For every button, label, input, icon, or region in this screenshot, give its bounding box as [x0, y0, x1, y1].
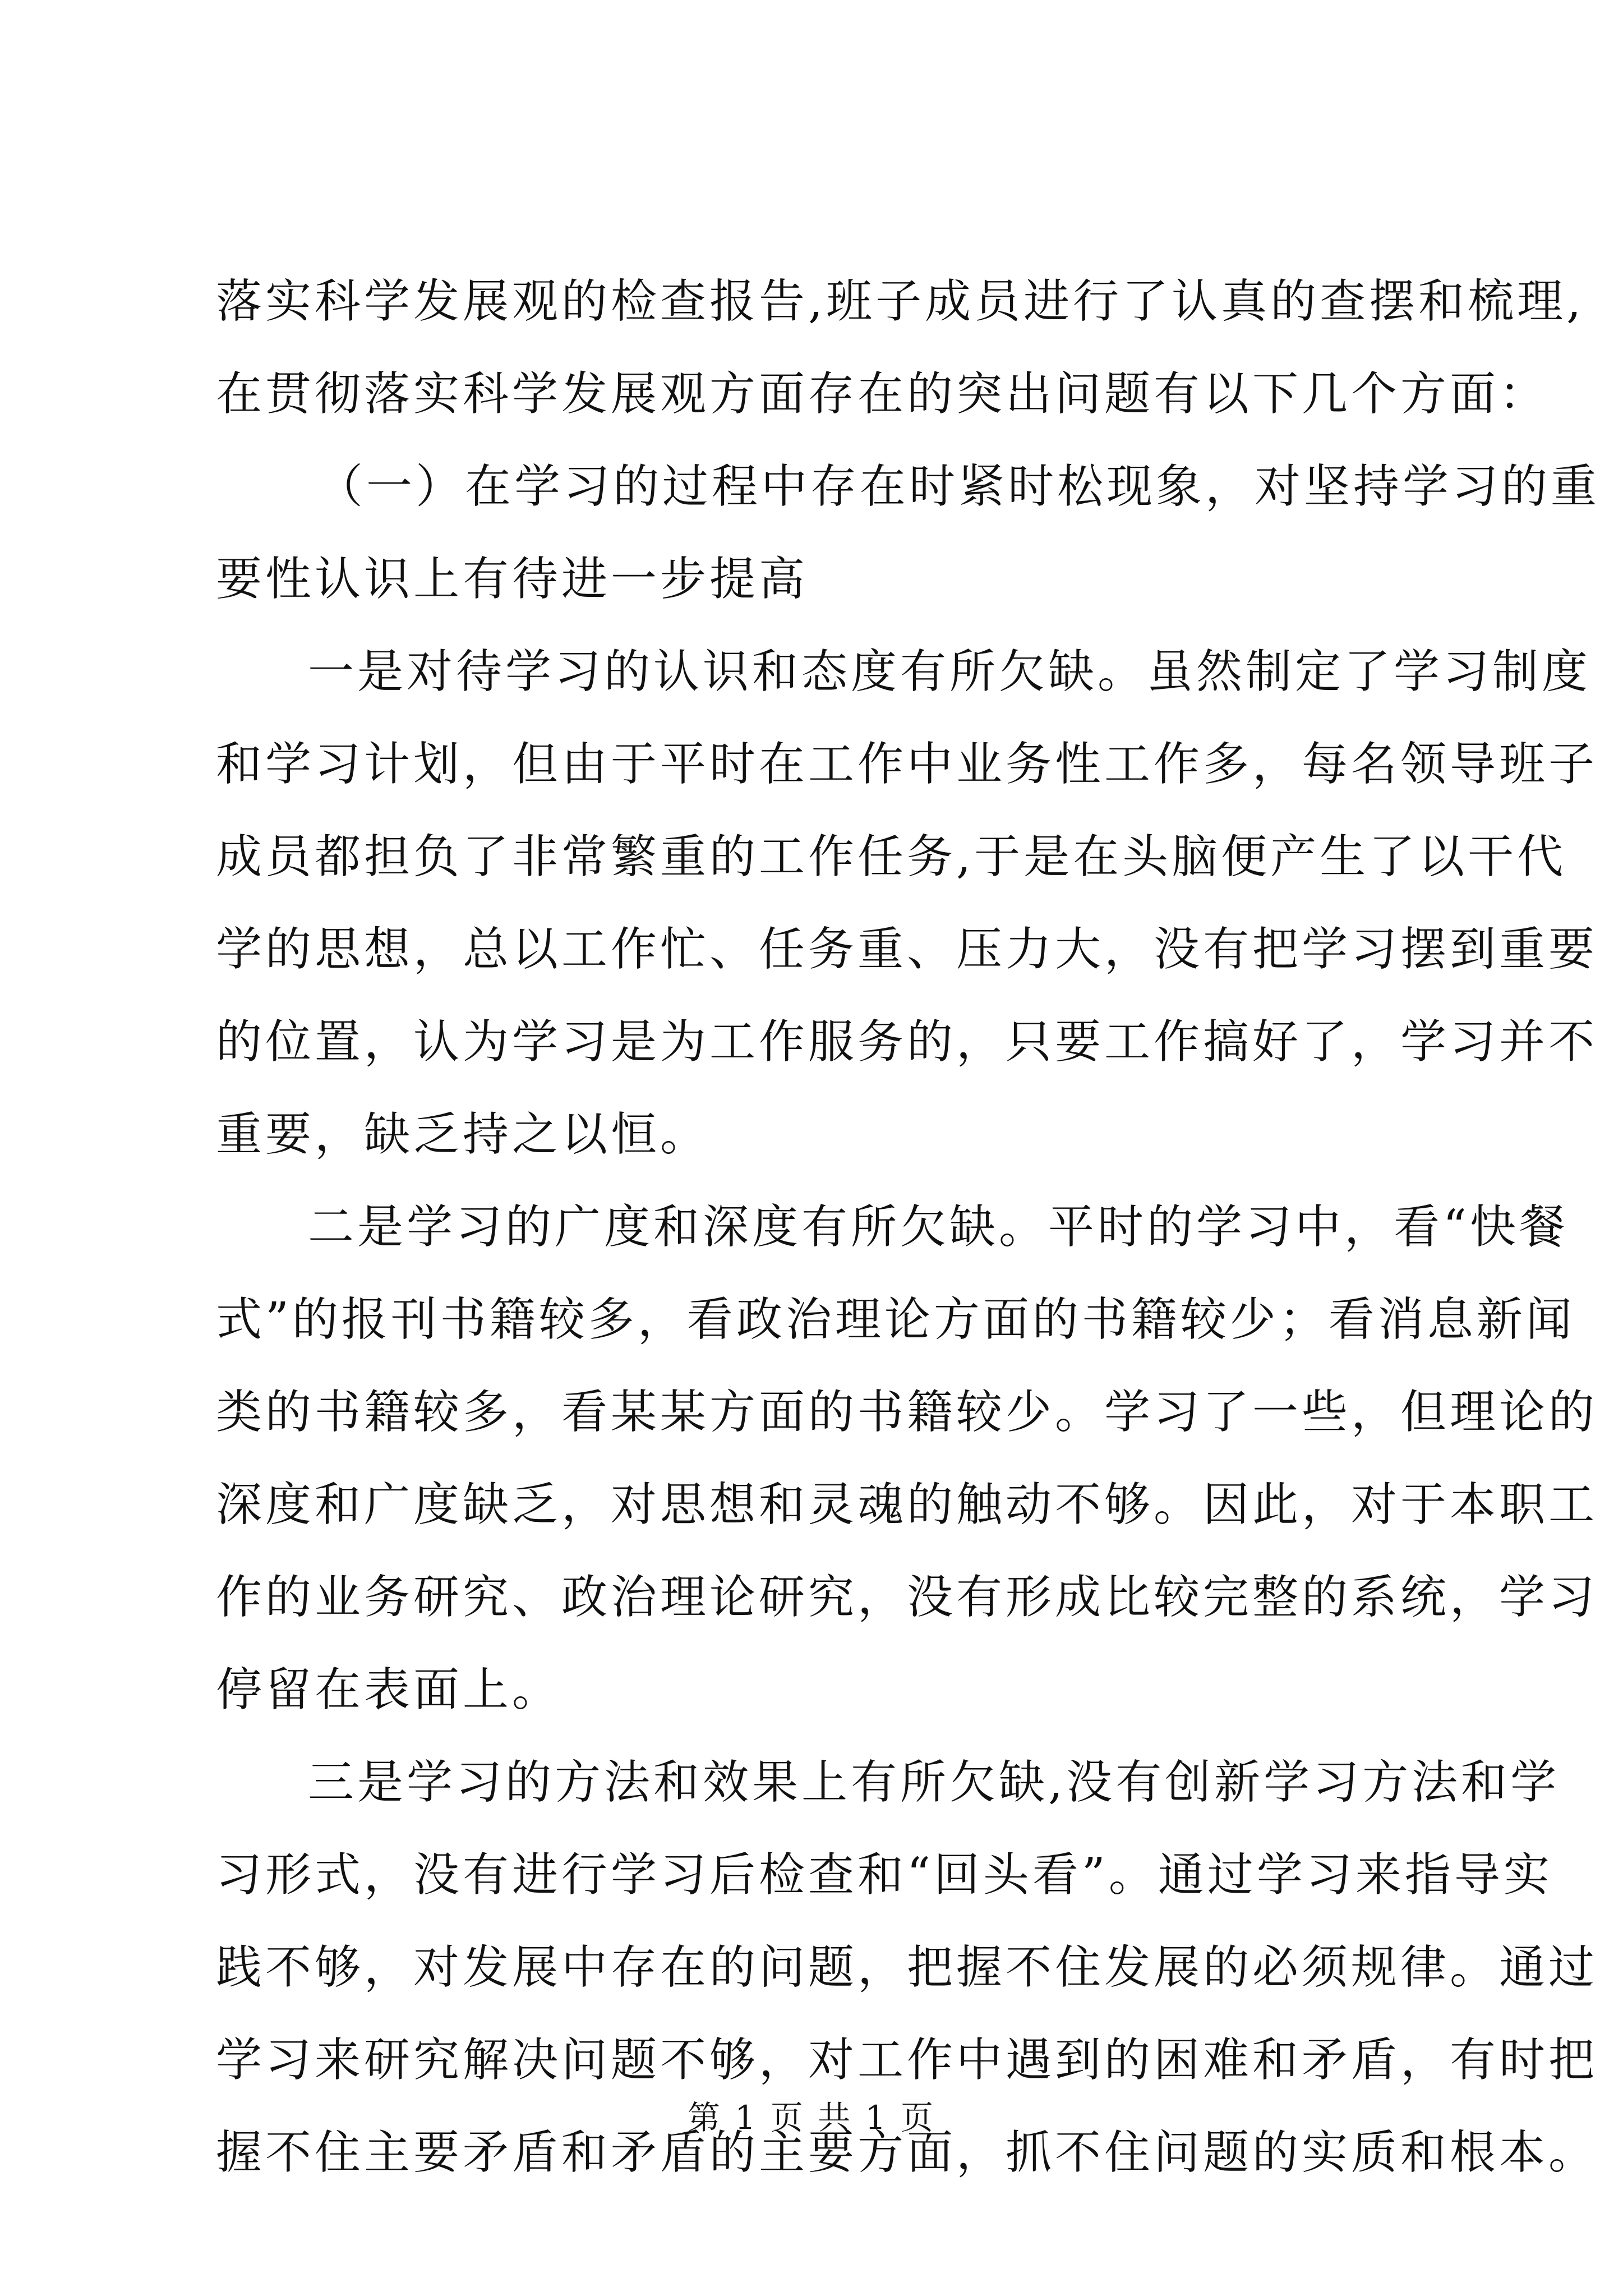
page-footer: 第 1 页 共 1 页 [688, 2099, 935, 2137]
paragraph-last-line: 重要，缺乏持之以恒。 [216, 1108, 710, 1161]
paragraph-first-line: 二是学习的广度和深度有所欠缺。平时的学习中，看“快餐 [308, 1200, 1569, 1254]
body-line: 践不够，对发展中存在的问题，把握不住发展的必须规律。通过 [216, 1941, 1598, 1994]
body-line: 和学习计划，但由于平时在工作中业务性工作多，每名领导班子 [216, 738, 1598, 791]
paragraph-first-line: 一是对待学习的认识和态度有所欠缺。虽然制定了学习制度 [308, 645, 1592, 698]
paragraph-last-line: 停留在表面上。 [216, 1663, 562, 1717]
body-line: 的位置，认为学习是为工作服务的，只要工作搞好了，学习并不 [216, 1015, 1598, 1069]
body-line: 习形式，没有进行学习后检查和“回头看”。通过学习来指导实 [216, 1848, 1553, 1902]
body-line: 式”的报刊书籍较多，看政治理论方面的书籍较少；看消息新闻 [216, 1293, 1575, 1346]
body-line: 在贯彻落实科学发展观方面存在的突出问题有以下几个方面： [216, 367, 1549, 421]
section-heading-line: （一）在学习的过程中存在时紧时松现象，对坚持学习的重 [317, 460, 1601, 513]
paragraph-first-line: 三是学习的方法和效果上有所欠缺,没有创新学习方法和学 [308, 1756, 1560, 1809]
body-line: 握不住主要矛盾和矛盾的主要方面，抓不住问题的实质和根本。 [216, 2126, 1598, 2179]
body-line: 学习来研究解决问题不够，对工作中遇到的困难和矛盾，有时把 [216, 2033, 1598, 2087]
body-line: 类的书籍较多，看某某方面的书籍较少。学习了一些，但理论的 [216, 1386, 1598, 1439]
section-heading-line: 要性认识上有待进一步提高 [216, 553, 809, 606]
body-line: 学的思想，总以工作忙、任务重、压力大，没有把学习摆到重要 [216, 923, 1598, 976]
document-body [216, 255, 1601, 2199]
body-line: 深度和广度缺乏，对思想和灵魂的触动不够。因此，对于本职工 [216, 1478, 1598, 1531]
body-line: 成员都担负了非常繁重的工作任务,于是在头脑便产生了以干代 [216, 830, 1567, 884]
body-line: 作的业务研究、政治理论研究，没有形成比较完整的系统，学习 [216, 1571, 1598, 1624]
body-line: 落实科学发展观的检查报告,班子成员进行了认真的查摆和梳理, [216, 275, 1585, 328]
